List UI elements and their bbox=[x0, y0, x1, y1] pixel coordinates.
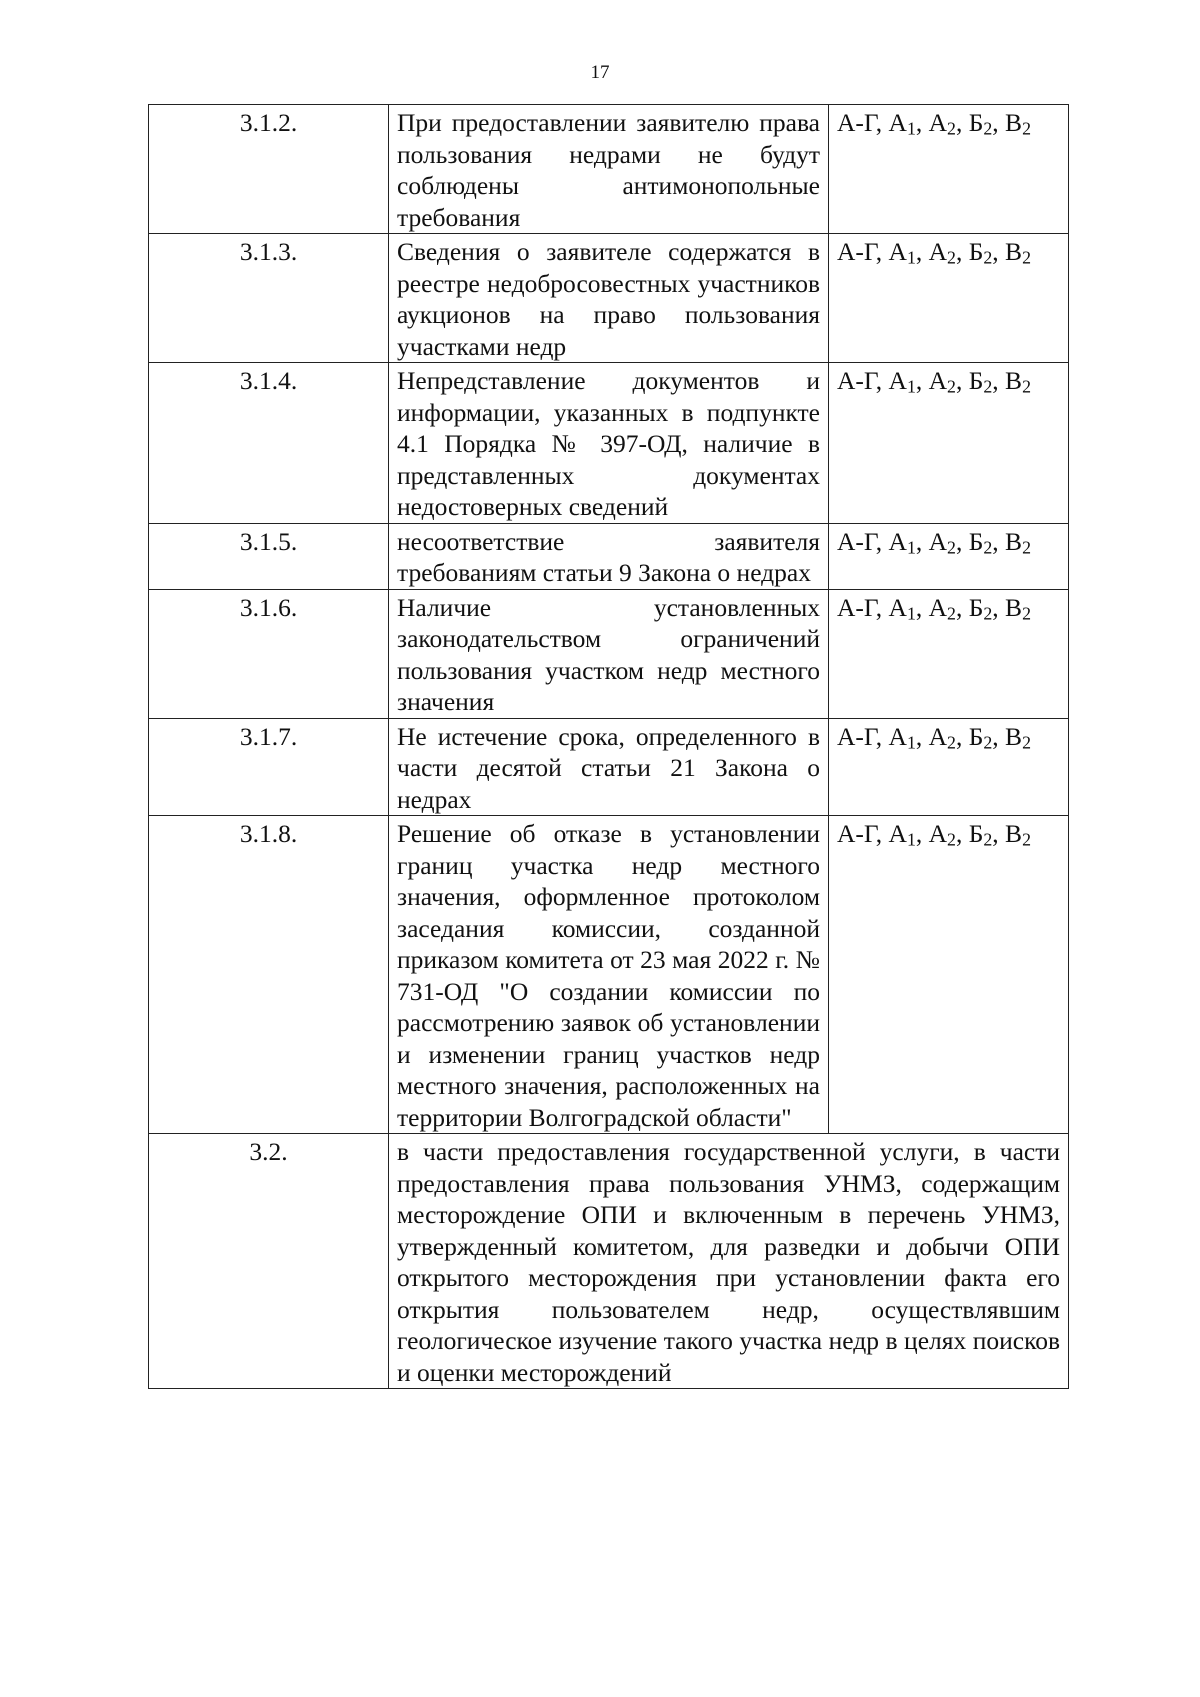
row-codes: А-Г, $А_1$, $А_2$, $Б_2$, $В_2$ bbox=[829, 718, 1069, 816]
row-codes: А-Г, $А_1$, $А_2$, $Б_2$, $В_2$ bbox=[829, 363, 1069, 524]
row-text: При предоставлении заявителю права пользования недрами не будут соблюдены антимонопольные требования bbox=[389, 105, 829, 234]
row-text: в части предоставления государственной услуги, в части предоставления права пользования УНМЗ, содержащим месторождение ОПИ и включенным в перечень УНМЗ, утвержденный комитетом, для разведки и добычи ОПИ открытого месторождения при установлении факта его открытия пользователем недр, осуществлявшим геологическое изучение такого участка недр в целях поисков и оценки месторождений bbox=[389, 1134, 1069, 1389]
table-row bbox=[149, 816, 1069, 1134]
row-number: 3.1.7. bbox=[149, 718, 389, 816]
table-row bbox=[149, 1134, 1069, 1389]
row-codes: А-Г, $А_1$, $А_2$, $Б_2$, $В_2$ bbox=[829, 234, 1069, 363]
table-row bbox=[149, 105, 1069, 234]
row-codes: А-Г, $А_1$, $А_2$, $Б_2$, $В_2$ bbox=[829, 523, 1069, 589]
table-row bbox=[149, 718, 1069, 816]
row-text: несоответствие заявителя требованиям статьи 9 Закона о недрах bbox=[389, 523, 829, 589]
page-number: 17 bbox=[590, 62, 610, 83]
row-codes: А-Г, $А_1$, $А_2$, $Б_2$, $В_2$ bbox=[829, 105, 1069, 234]
row-codes: А-Г, $А_1$, $А_2$, $Б_2$, $В_2$ bbox=[829, 816, 1069, 1134]
row-text: Наличие установленных законодательством ограничений пользования участком недр местного значения bbox=[389, 589, 829, 718]
table-row bbox=[149, 589, 1069, 718]
row-number: 3.2. bbox=[149, 1134, 389, 1389]
table-row bbox=[149, 234, 1069, 363]
row-number: 3.1.4. bbox=[149, 363, 389, 524]
row-codes: А-Г, $А_1$, $А_2$, $Б_2$, $В_2$ bbox=[829, 589, 1069, 718]
table-row bbox=[149, 523, 1069, 589]
row-text: Не истечение срока, определенного в части десятой статьи 21 Закона о недрах bbox=[389, 718, 829, 816]
row-number: 3.1.3. bbox=[149, 234, 389, 363]
row-number: 3.1.5. bbox=[149, 523, 389, 589]
row-text: Решение об отказе в установлении границ участка недр местного значения, оформленное протоколом заседания комиссии, созданной приказом комитета от 23 мая 2022 г. № 731-ОД "О создании комиссии по рассмотрению заявок об установлении и изменении границ участков недр местного значения, расположенных на территории Волгоградской области" bbox=[389, 816, 829, 1134]
row-number: 3.1.6. bbox=[149, 589, 389, 718]
grounds-table bbox=[148, 104, 1069, 1389]
row-number: 3.1.8. bbox=[149, 816, 389, 1134]
row-text: Непредставление документов и информации, указанных в подпункте 4.1 Порядка № 397-ОД, наличие в представленных документах недостоверных сведений bbox=[389, 363, 829, 524]
row-text: Сведения о заявителе содержатся в реестре недобросовестных участников аукционов на право пользования участками недр bbox=[389, 234, 829, 363]
table-row bbox=[149, 363, 1069, 524]
row-number: 3.1.2. bbox=[149, 105, 389, 234]
